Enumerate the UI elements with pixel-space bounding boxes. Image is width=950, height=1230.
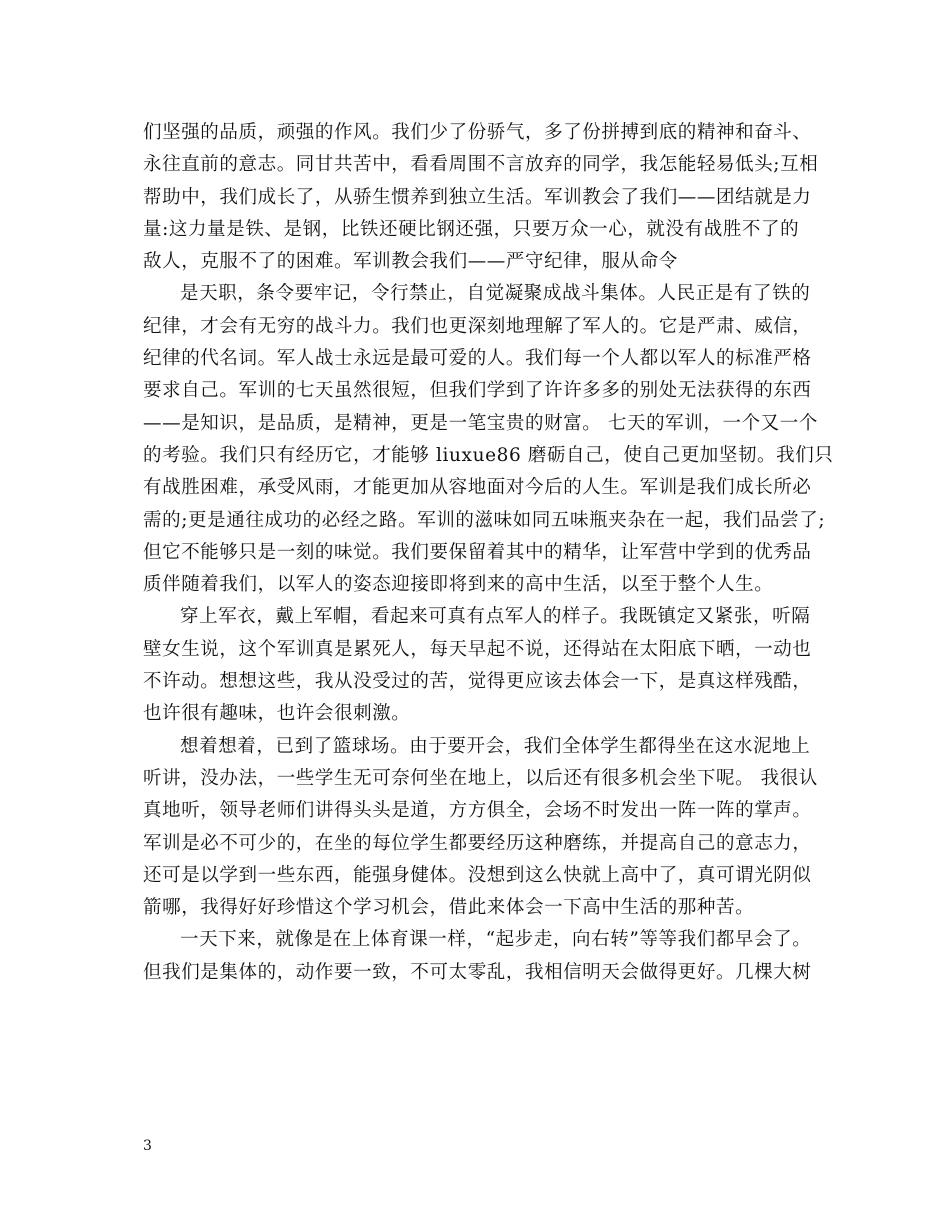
paragraph-first-line: 一天下来，就像是在上体育课一样，“起步走，向右转”等等我们都早会了。	[180, 929, 812, 951]
text-line: 也许很有趣味，也许会很刺激。	[143, 703, 411, 725]
text-line: 听讲，没办法，一些学生无可奈何坐在地上，以后还有很多机会坐下呢。 我很认	[143, 767, 818, 789]
text-line: 纪律，才会有无穷的战斗力。我们也更深刻地理解了军人的。它是严肃、威信，	[143, 315, 812, 337]
text-line: 们坚强的品质，顽强的作风。我们少了份骄气，多了份拼搏到底的精神和奋斗、	[143, 122, 812, 143]
page-number: 3	[143, 1138, 152, 1154]
text-line: 壁女生说，这个军训真是累死人，每天早起不说，还得站在太阳底下晒，一动也	[143, 638, 812, 660]
text-line: 要求自己。军训的七天虽然很短，但我们学到了许许多多的别处无法获得的东西	[143, 380, 812, 402]
text-line: 还可是以学到一些东西，能强身健体。没想到这么快就上高中了，真可谓光阴似	[143, 864, 812, 886]
text-line: 量:这力量是铁、是钢，比铁还硬比钢还强，只要万众一心，就没有战胜不了的	[143, 218, 800, 240]
text-line: 永往直前的意志。同甘共苦中，看看周围不言放弃的同学，我怎能轻易低头;互相	[143, 154, 819, 176]
text-line: 真地听，领导老师们讲得头头是道，方方俱全，会场不时发出一阵一阵的掌声。	[143, 800, 812, 822]
text-line: 但我们是集体的，动作要一致，不可太零乱，我相信明天会做得更好。几棵大树	[143, 961, 812, 983]
text-line: ——是知识，是品质，是精神，更是一笔宝贵的财富。 七天的军训，一个又一个	[143, 412, 818, 434]
paragraph-first-line: 是天职，条令要牢记，令行禁止，自觉凝聚成战斗集体。人民正是有了铁的	[180, 283, 811, 305]
text-line: 需的;更是通往成功的必经之路。军训的滋味如同五味瓶夹杂在一起，我们品尝了;	[143, 509, 826, 531]
text-line: 纪律的代名词。军人战士永远是最可爱的人。我们每一个人都以军人的标准严格	[143, 348, 812, 370]
paragraph-first-line: 想着想着，已到了篮球场。由于要开会，我们全体学生都得坐在这水泥地上	[180, 735, 811, 757]
text-line: 敌人，克服不了的困难。军训教会我们——严守纪律，服从命令	[143, 251, 678, 273]
body-text	[143, 117, 834, 989]
paragraph-first-line: 穿上军衣，戴上军帽，看起来可真有点军人的样子。我既镇定又紧张，听隔	[180, 606, 811, 628]
text-line: 的考验。我们只有经历它，才能够 liuxue86 磨砺自己，使自己更加坚韧。我们只	[143, 444, 834, 466]
text-line: 箭哪，我得好好珍惜这个学习机会，借此来体会一下高中生活的那种苦。	[143, 897, 755, 919]
text-line: 质伴随着我们，以军人的姿态迎接即将到来的高中生活，以至于整个人生。	[143, 574, 774, 596]
text-line: 军训是必不可少的，在坐的每位学生都要经历这种磨练，并提高自己的意志力，	[143, 832, 812, 854]
text-line: 但它不能够只是一刻的味觉。我们要保留着其中的精华，让军营中学到的优秀品	[143, 541, 812, 563]
text-line: 不许动。想想这些，我从没受过的苦，觉得更应该去体会一下，是真这样残酷，	[143, 671, 812, 693]
text-line: 帮助中，我们成长了，从骄生惯养到独立生活。军训教会了我们——团结就是力	[143, 186, 812, 208]
text-line: 有战胜困难，承受风雨，才能更加从容地面对今后的人生。军训是我们成长所必	[143, 477, 812, 499]
